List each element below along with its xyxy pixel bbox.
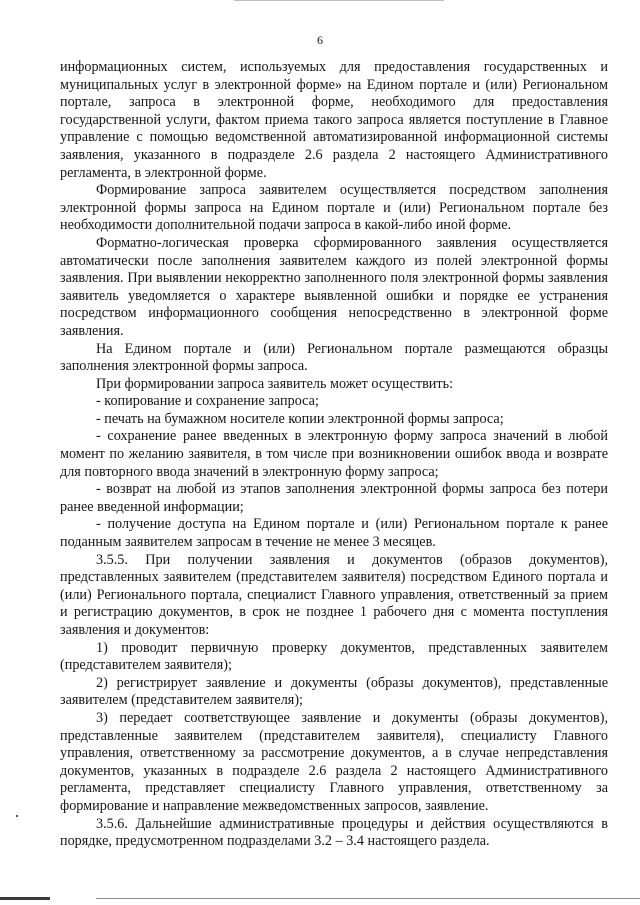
page-number: 6 (317, 33, 323, 47)
scan-edge-bottom (96, 898, 640, 899)
paragraph: На Едином портале и (или) Региональном портале размещаются образцы заполнения электронной формы запроса. (60, 340, 608, 375)
clause-3-5-5: 3.5.5. При получении заявления и документов (образов документов), представленных заявителем (представителем заявителя) посредством Единого портала и (или) Регионального портала, специалист Главного управления, ответственный за прием и регистрацию документов, в срок не позднее 1 рабочего дня с момента поступления заявления и документов: (60, 551, 608, 638)
document-body (60, 59, 608, 851)
scan-edge-bottom-left (0, 897, 50, 900)
list-item: - копирование и сохранение запроса; (96, 393, 319, 410)
numbered-item: 1) проводит первичную проверку документов, представленных заявителем (представителем заявителя); (60, 639, 608, 674)
paragraph: информационных систем, используемых для предоставления государственных и муниципальных услуг в электронной форме» на Едином портале и (или) Региональном портале, запроса в электронной форме, необходимого для предоставления государственной услуги, фактом приема такого запроса является поступление в Главное управление с помощью ведомственной автоматизированной информационной системы заявления, указанного в подразделе 2.6 раздела 2 настоящего Административного регламента, в электронной форме. (60, 59, 608, 181)
paragraph: Форматно-логическая проверка сформированного заявления осуществляется автоматически после заполнения заявителем каждого из полей электронной формы заявления. При выявлении некорректно заполненного поля электронной формы заявления заявитель уведомляется о характере выявленной ошибки и порядке ее устранения посредством информационного сообщения непосредственно в электронной форме заявления. (60, 234, 608, 339)
list-item: - печать на бумажном носителе копии электронной формы запроса; (96, 410, 504, 427)
list-item: - возврат на любой из этапов заполнения электронной формы запроса без потери ранее введенной информации; (60, 481, 608, 515)
scan-speck (16, 815, 18, 817)
list-item: - получение доступа на Едином портале и (или) Региональном портале к ранее поданным заявителем запросам в течение не менее 3 месяцев. (60, 516, 608, 551)
numbered-item: 3) передает соответствующее заявление и документы (образы документов), представленные заявителем (представителем заявителя), специалисту Главного управления, ответственному за рассмотрение документов, а в случае непредставления документов, указанных в подразделе 2.6 раздела 2 настоящего Административного регламента, представляет специалисту Главного управления, ответственному за формирование и направление межведомственных запросов, заявление. (60, 709, 608, 814)
paragraph: Формирование запроса заявителем осуществляется посредством заполнения электронной формы запроса на Едином портале и (или) Региональном портале без необходимости дополнительной подачи запроса в какой-либо иной форме. (60, 182, 608, 234)
numbered-item: 2) регистрирует заявление и документы (образы документов), представленные заявителем (представителем заявителя); (60, 674, 608, 709)
list-intro: При формировании запроса заявитель может осуществить: (96, 375, 454, 392)
list-item: - сохранение ранее введенных в электронную форму запроса значений в любой момент по желанию заявителя, в том числе при возникновении ошибок ввода и возврате для повторного ввода значений в электронную форму запроса; (60, 428, 608, 480)
clause-3-5-6: 3.5.6. Дальнейшие административные процедуры и действия осуществляются в порядке, предусмотренном подразделами 3.2 – 3.4 настоящего раздела. (60, 815, 608, 850)
scan-edge-top (234, 0, 444, 1)
